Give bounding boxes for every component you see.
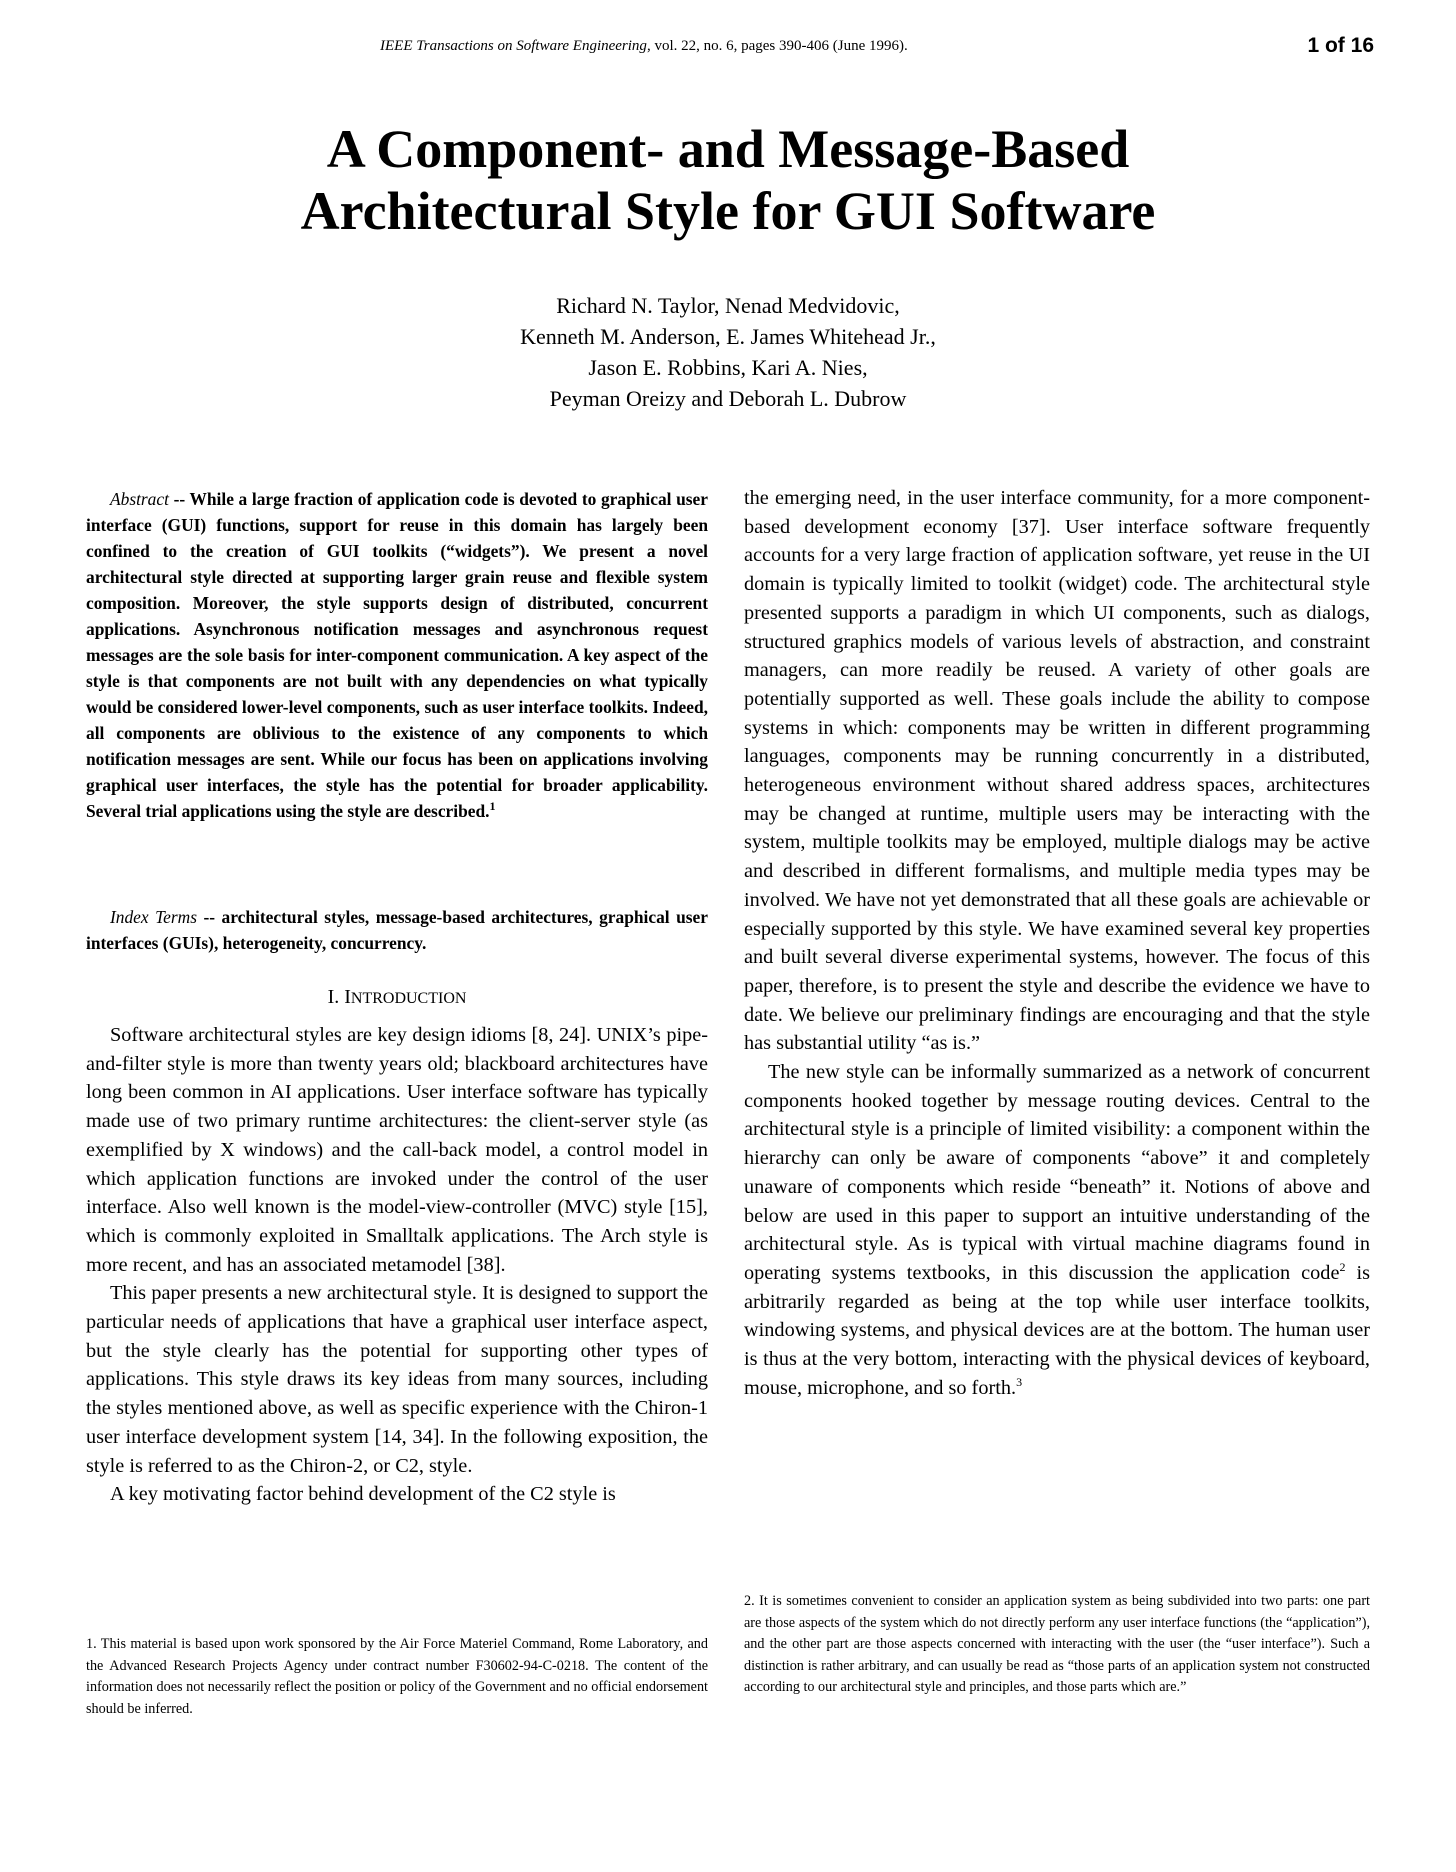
page-number: 1 of 16 [1307, 34, 1374, 57]
paragraph: A key motivating factor behind development of the C2 style is [110, 1483, 616, 1506]
section-heading [86, 986, 708, 1009]
journal-name: IEEE Transactions on Software Engineering [380, 38, 647, 54]
footnote-2: 2. It is sometimes convenient to consider an application system as being subdivided into two parts: one part are those aspects of the system which do not directly perform any user interface functions (the “application”), and the other part are those aspects concerned with interacting with the user (the “user interface”). Such a distinction is rather arbitrary, and can usually be read as “those parts of an application system not constructed according to our architectural style and principles, and those parts which are.” [744, 1593, 1370, 1695]
running-head [380, 38, 908, 55]
author-list [0, 290, 1456, 414]
right-column-body [744, 484, 1370, 1403]
journal-details: , vol. 22, no. 6, pages 390-406 (June 1996). [646, 38, 908, 54]
title-line-2: Architectural Style for GUI Software [300, 181, 1156, 241]
paragraph-text: The new style can be informally summarized as a network of concurrent components hooked together by message routing devices. Central to the architectural style is a principle of limited visibility: a component within the hierarchy can only be aware of components “above” it and completely unaware of components which reside “beneath” it. Notions of above and below are used in this paper to support an intuitive understanding of the architectural style. As is typical with virtual machine diagrams found in operating systems textbooks, in this discussion the application code [744, 1061, 1370, 1284]
index-terms-text: -- architectural styles, message-based architectures, graphical user interfaces (GUIs), heterogeneity, concurrency. [86, 907, 708, 953]
author-line: Kenneth M. Anderson, E. James Whitehead Jr., [520, 324, 936, 349]
paragraph-text: is arbitrarily regarded as being at the top while user interface toolkits, windowing systems, and physical devices are at the bottom. The human user is thus at the very bottom, interacting with the physical devices of keyboard, mouse, microphone, and so forth. [744, 1261, 1370, 1399]
author-line: Peyman Oreizy and Deborah L. Dubrow [549, 386, 907, 411]
footnote-marker: 2 [1339, 1260, 1346, 1275]
paper-title [0, 118, 1456, 242]
index-terms [86, 904, 708, 956]
index-terms-label: Index Terms [110, 907, 197, 927]
abstract-label: Abstract [110, 489, 169, 509]
paragraph: the emerging need, in the user interface community, for a more component-based development economy [37]. User interface software frequently accounts for a very large fraction of application software, yet reuse in the UI domain is typically limited to toolkit (widget) code. The architectural style presented supports a paradigm in which UI components, such as dialogs, structured graphics models of various levels of abstraction, and constraint managers, can more readily be reused. A variety of other goals are potentially supported as well. These goals include the ability to compose systems in which: components may be written in different programming languages, components may be running concurrently in a distributed, heterogeneous environment without shared address spaces, architectures may be changed at runtime, multiple users may be interacting with the system, multiple toolkits may be employed, multiple dialogs may be active and described in different formalisms, and multiple media types may be involved. We have not yet demonstrated that all these goals are achievable or especially supported by this style. We have examined several key properties and built several diverse experimental systems, however. The focus of this paper, therefore, is to present the style and describe the evidence we have to date. We believe our preliminary findings are encouraging and that the style has substantial utility “as is.” [744, 487, 1370, 1055]
paragraph: Software architectural styles are key design idioms [8, 24]. UNIX’s pipe-and-filter style is more than twenty years old; blackboard architectures have long been common in AI applications. User interface software has typically made use of two primary runtime architectures: the client-server style (as exemplified by X windows) and the call-back model, a control model in which application functions are invoked under the control of the user interface. Also well known is the model-view-controller (MVC) style [15], which is commonly exploited in Smalltalk applications. The Arch style is more recent, and has an associated metamodel [38]. [86, 1024, 708, 1276]
title-line-1: A Component- and Message-Based [326, 119, 1130, 179]
footnote-marker: 3 [1016, 1375, 1023, 1390]
section-title: NTRODUCTION [350, 990, 467, 1007]
abstract [86, 486, 708, 824]
footnote-marker: 1 [489, 799, 496, 814]
paragraph: This paper presents a new architectural style. It is designed to support the particular needs of applications that have a graphical user interface aspect, but the style clearly has the potential for supporting other types of applications. This style draws its key ideas from many sources, including the styles mentioned above, as well as specific experience with the Chiron-1 user interface development system [14, 34]. In the following exposition, the style is referred to as the Chiron-2, or C2, style. [86, 1282, 708, 1477]
paragraph [744, 1058, 1370, 1402]
section-number: I. I [327, 986, 351, 1008]
abstract-text: -- While a large fraction of application code is devoted to graphical user interface (GUI) functions, support for reuse in this domain has largely been confined to the creation of GUI toolkits (“widgets”). We present a novel architectural style directed at supporting larger grain reuse and flexible system composition. Moreover, the style supports design of distributed, concurrent applications. Asynchronous notification messages and asynchronous request messages are the sole basis for inter-component communication. A key aspect of the style is that components are not built with any dependencies on what typically would be considered lower-level components, such as user interface toolkits. Indeed, all components are oblivious to the existence of any components to which notification messages are sent. While our focus has been on applications involving graphical user interfaces, the style has the potential for broader applicability. Several trial applications using the style are described. [86, 489, 708, 821]
author-line: Richard N. Taylor, Nenad Medvidovic, [556, 293, 900, 318]
author-line: Jason E. Robbins, Kari A. Nies, [588, 355, 868, 380]
footnote-1: 1. This material is based upon work sponsored by the Air Force Materiel Command, Rome Laboratory, and the Advanced Research Projects Agency under contract number F30602-94-C-0218. The content of the information does not necessarily reflect the position or policy of the Government and no official endorsement should be inferred. [86, 1636, 708, 1717]
left-column-body [86, 1021, 708, 1509]
